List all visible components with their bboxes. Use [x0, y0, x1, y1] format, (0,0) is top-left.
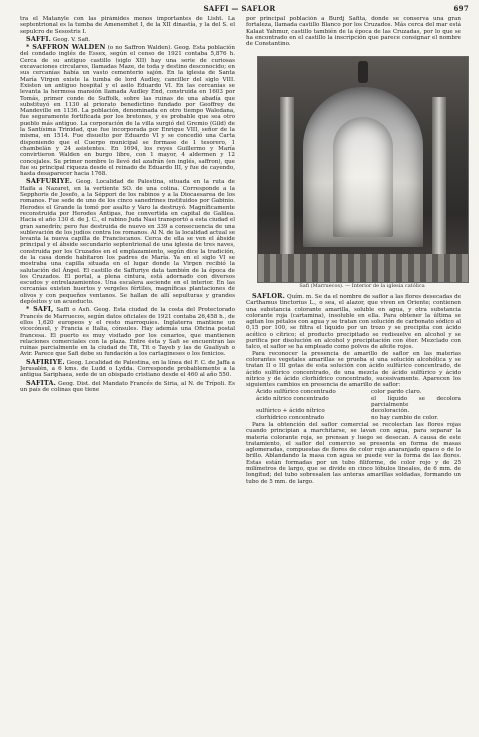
entry-text: por principal población a Burdj Safita, donde se conserva una gran fortaleza, llamada castillo Blanco por los Cruzados. Más cerca del mar está Kalaat Yahmur, castillo también de la época de las Cruzadas, por lo que se ha encontrado en el castillo la inscripción que parece consignar el nombre de Constantino. — [246, 16, 461, 48]
entry-text: (o no Saffron Walden). Geog. Esta población del condado inglés de Essex, según el censo de 1921 contaba 5,876 h. Cerca de su antiguo castillo (siglo XII) hay una serie de curiosas excavaciones circulares, llamadas Maze, de toda y destino desconocido; en sus cercanías había un vasto cementerio sajón. En la iglesia de Santa María Virgen existe la tumba de lord Audley, canciller del siglo VIII. Existen un antiguo hospital y el asilo Eduardo VI. En las cercanías se levanta la hermosa mansión llamada Audley End, construida en 1603 por Tomás, primer conde de Suffolk, sobre las ruinas de una abadía que substituyó en 1130 al priorato benedictino fundado por Geoffrey de Mandeville en 1136. La población, denominada en otro tiempo Waledana, fue seguramente fortificada por los bretones, y es probable que sea otro pueblo más antiguo. La corporación de la villa surgió del Gremio (Gild) de la Santísima Trinidad, que fue incorporada por Enrique VIII, señor de la misma, en 1514. Fue disuelto por Eduardo VI y se concedió una Carta disponiendo que el Cuerpo municipal se formase de 1 tesorero, 1 chambelán y 24 asistentes. En 1694, los reyes Guillermo y María convirtieron Walden en burgo libre, con 1 mayor, 4 aldermen y 12 concejales. Su primer nombre lo llevó del azafrán (en inglés, saffron), que fue su principal riqueza desde el reinado de Eduardo III, y fue de cayendo, hasta desaparecer hacia 1768. — [20, 45, 235, 178]
page-header — [10, 4, 469, 16]
table-row — [256, 396, 461, 409]
entry-headword: SAFFI. — [26, 34, 52, 43]
result-cell: no hay cambio de color. — [371, 414, 439, 421]
paragraph — [246, 422, 461, 485]
dictionary-entry — [20, 359, 235, 379]
dictionary-entry — [20, 44, 235, 177]
photo-caption: Safi (Marruecos). — Interior de la iglesia católica — [299, 283, 425, 289]
church-interior-photo — [257, 56, 469, 283]
running-title: SAFFI — SAFLOR — [203, 4, 276, 13]
result-cell: el líquido se decolora parcialmente — [371, 395, 461, 409]
dictionary-entry — [20, 380, 235, 394]
reagent-cell: sulfúrico + ácido nítrico — [256, 408, 325, 415]
entry-text: Para la obtención del saflor comercial se recolectan las flores rojas cuando principian a marchitarse, se lavan con agua, para separar la materia colorante roja, se prensan y luego se desecan. A causa de este tratamiento, el saflor del comercio se presenta en forma de masas aglomeradas, compuestas de flores de color rojo anaranjado opaco o de lo brillo. Ablandando la masa con agua se puede ver la forma de las flores. Estas están formadas por un tubo filiforme, de color rojo y de 25 milímetros de largo, que se divide en cinco lóbulos lineales, de 6 mm. de longitud; del tubo sobresalen las anteras amarillas soldadas, formando un tubo de 5 mm. de largo. — [246, 421, 461, 485]
page-number: 697 — [453, 4, 469, 13]
result-cell: color pardo claro. — [371, 389, 422, 396]
entry-text: Geog. Localidad de Palestina, en la línea del F. C. de Jaffa a Jerusalén, a 6 kms. de Ludd o Lydda. Corresponde probablemente a la antigua Sariphaea, sede de un obispado cristiano desde el 460 al año 550. — [20, 359, 235, 379]
entry-text: Geog. Dist. del Mandato Francés de Siria, al N. de Trípoli. Es un país de colinas que tiene — [20, 380, 235, 393]
reagent-cell: clorhídrico concentrado — [256, 414, 325, 421]
paragraph — [20, 16, 235, 35]
entry-text: Quím. m. Se da el nombre de saflor a las flores desecadas de Carthamus tinctorius L., o sea, el alazor, que viven en Oriente; contienen una substancia colorante amarilla, soluble en agua, y otra substancia colorante roja (cartamina), insoluble en ella. Para obtener la última se agitan los pétalos con agua y se tratan con solución de carbonato sódico al 0,15 por 100, se filtra el líquido por un trozo y se precipita con ácido acético o cítrico; el producto precipitado se redisuelve en alcohol y se purifica por disolución en alcohol y precipitación con éter. Mezclado con talco, el saflor se ha empleado como polvos de afeite rojos. — [246, 294, 461, 351]
entry-text: Geog. Localidad de Palestina, situada en la ruta de Haifa a Nazaret, en la vertiente SO. de una colina. Corresponde a la Sepphoris de Josefo, a la Séppori de los rabinos y a la Diocaesarea de los romanos. Fue sede de uno de los cinco sanedrines instituidos por Gabinio. Herodes el Grande la tomó por asalto y Varo la destruyó. Magníficamente reconstruida por Herodes Antipas, fue convertida en capital de Galilea. Hacia el año 130 d. de J. C., el rabino Juda Nasi transportó a esta ciudad el gran sanedrín; pero fue destruida de nuevo en 339 a consecuencia de una sublevación de los judíos contra los romanos. Al N. de la localidad actual se levanta la nueva capilla de Franciscanos. Cerca de ella se ven el ábside principal y el ábside secundario septentrional de una iglesia de tres naves, construida por los Cruzados en el emplazamiento, según dice la tradición, de la casa donde habitaron los padres de María. Ya en el siglo VI se mostraba una capilla situada en el lugar donde la Virgen recibió la salutación del Ángel. El castillo de Saffuriye data también de la época de los Cruzados. El portal, a plena cintura, está adornado con diversos escudos y entrelazamientos. Una escalera asciende en el interior. En las cercanías existen huertos y vergeles fértiles, magníficas plantaciones de olivos y con pequeños ventanos. Se hallan de allí sepulturas y grandes depósitos y un acueducto. — [20, 179, 235, 306]
entry-headword: * SAFI, — [26, 305, 54, 314]
dictionary-entry — [246, 293, 461, 351]
entry-text: Saffi o Asfi. Geog. Esta ciudad de la costa del Protectorado Francés de Marruecos, según datos oficiales de 1921 contaba 26,458 h., de ellos 1,620 europeos y el resto marroquíes. Inglaterra mantiene un vicecónsul, y Francia e Italia, cónsules. Hay además una Oficina postal francesa. El puerto es muy visitado por los cenarios, que mantienen relaciones comerciales con la plaza. Entre ésta y Safi se encuentran las ruinas parcialmente en la ciudad de Tit, Tit o Tayeb y las de Gualíyah o Avir. Parece que Safi debe su fundación a los cartagineses o los fenicios. — [20, 307, 235, 358]
result-cell: decoloración. — [371, 408, 410, 415]
dictionary-entry — [20, 36, 235, 43]
entry-headword: * SAFFRON WALDEN — [26, 43, 106, 52]
lamp-shape — [358, 61, 368, 83]
entry-headword: SAFFURIYE. — [26, 177, 73, 186]
entry-text: tra el Matanyle con las pirámides menos importantes de Lisht. La septentrional es la tumba de Amenemhet I, de la XII dinastía, y la del S. el sepulcro de Sesostris I. — [20, 16, 235, 35]
paragraph — [246, 16, 461, 47]
reagent-cell: Ácido sulfúrico concentrado — [256, 389, 336, 396]
left-column — [20, 16, 235, 719]
right-column-bottom — [246, 292, 461, 719]
pillar-shape — [280, 97, 294, 257]
reaction-table — [256, 389, 461, 420]
right-column-top — [246, 16, 461, 56]
entry-text: Para reconocer la presencia de amarillo de saflor en las materias colorantes vegetales amarillas se prueba si una solución alcohólica y se tratan II o III gotas de esta solución con ácido sulfúrico concentrado, de ácido sulfúrico concentrado, de una mezcla de ácido sulfúrico y ácido nítrico y de ácido clorhídrico concentrado, sucesivamente. Aparecen los siguientes cambios en presencia de amarillo de saflor: — [246, 350, 461, 389]
reagent-cell: ácido nítrico concentrado — [256, 395, 329, 402]
table-row — [256, 415, 461, 421]
entry-headword: SAFIRIYE. — [26, 357, 65, 366]
entry-headword: SAFITA. — [26, 378, 57, 387]
dictionary-entry — [20, 178, 235, 305]
entry-headword: SAFLOR. — [252, 292, 286, 300]
floor-tiles — [258, 254, 468, 282]
entry-text: Geog. V. Safi. — [51, 36, 91, 43]
pillar-shape — [432, 97, 446, 257]
altar-niche — [333, 117, 393, 237]
paragraph — [246, 351, 461, 389]
dictionary-entry — [20, 306, 235, 357]
